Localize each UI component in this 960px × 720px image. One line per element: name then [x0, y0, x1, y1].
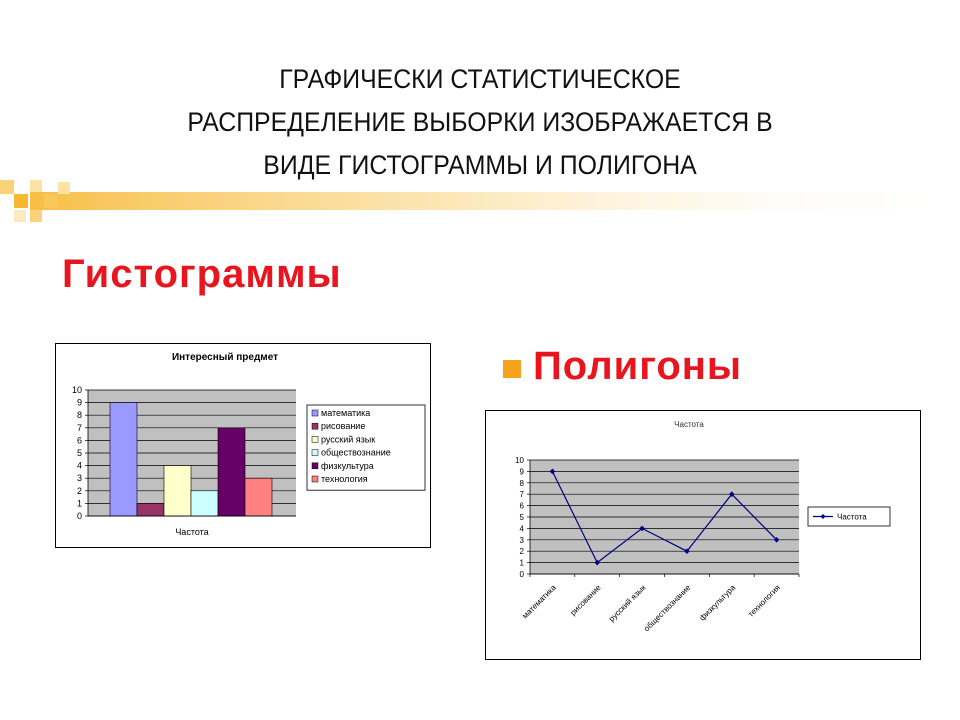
polygon-chart	[485, 410, 921, 660]
histogram-legend-swatch	[312, 450, 318, 456]
histogram-legend-label: технология	[321, 474, 368, 484]
histogram-legend-label: русский язык	[321, 434, 376, 445]
heading-polygons: Полигоны	[533, 344, 743, 388]
polygon-category-label: физкультура	[697, 583, 738, 623]
slide-title	[94, 58, 867, 187]
histogram-bar	[245, 478, 272, 516]
histogram-ytick-label: 10	[71, 385, 82, 395]
histogram-ytick-label: 6	[76, 435, 82, 446]
polygon-title: Частота	[674, 420, 704, 429]
polygon-ytick-label: 6	[519, 501, 524, 511]
polygon-category-label: русский язык	[607, 583, 648, 624]
histogram-legend-swatch	[312, 463, 318, 469]
histogram-ytick-label: 8	[76, 410, 82, 421]
histogram-ytick-label: 5	[76, 448, 82, 458]
polygon-ytick-label: 0	[519, 570, 524, 579]
histogram-legend-label: обществознание	[321, 447, 391, 458]
histogram-xlabel: Частота	[175, 527, 209, 537]
histogram-legend-label: математика	[321, 408, 371, 418]
histogram-legend-swatch	[312, 410, 318, 416]
square-bullet-icon	[503, 360, 521, 378]
histogram-legend-label: рисование	[321, 421, 366, 432]
polygon-ytick-label: 10	[515, 456, 524, 465]
decorative-band	[0, 180, 960, 230]
histogram-ytick-label: 7	[76, 422, 82, 433]
polygon-ytick-label: 1	[519, 558, 524, 568]
histogram-ytick-label: 0	[76, 511, 82, 521]
histogram-ytick-label: 2	[76, 485, 82, 496]
polygon-category-label: обществознание	[642, 583, 693, 634]
polygon-ytick-label: 5	[519, 513, 524, 522]
histogram-legend-swatch	[312, 476, 318, 482]
histogram-ytick-label: 3	[76, 473, 82, 484]
polygon-category-label: рисование	[568, 583, 603, 618]
polygon-ytick-label: 7	[519, 490, 524, 500]
histogram-legend-swatch	[312, 436, 318, 442]
polygon-legend-label: Частота	[837, 512, 867, 522]
polygon-ytick-label: 8	[519, 478, 524, 488]
histogram-chart	[55, 343, 431, 548]
title-line-1: ГРАФИЧЕСКИ СТАТИСТИЧЕСКОЕ	[279, 64, 681, 94]
histogram-ytick-label: 4	[76, 460, 82, 471]
histogram-bar	[191, 491, 218, 516]
histogram-bar	[137, 503, 164, 516]
polygon-ytick-label: 4	[519, 524, 524, 534]
polygon-category-label: математика	[520, 583, 558, 621]
polygon-ytick-label: 3	[519, 535, 524, 545]
polygon-ytick-label: 9	[519, 467, 524, 477]
heading-histograms: Гистограммы	[62, 252, 342, 296]
histogram-bar	[110, 403, 137, 516]
histogram-bar	[164, 466, 191, 516]
histogram-legend-swatch	[312, 423, 318, 429]
histogram-title: Интересный предмет	[171, 352, 279, 363]
histogram-legend-label: физкультура	[321, 460, 374, 471]
histogram-ytick-label: 1	[76, 498, 82, 509]
histogram-ytick-label: 9	[76, 397, 82, 408]
polygon-ytick-label: 2	[519, 547, 524, 557]
title-line-2: РАСПРЕДЕЛЕНИЕ ВЫБОРКИ ИЗОБРАЖАЕТСЯ В	[187, 107, 773, 137]
histogram-bar	[218, 428, 245, 516]
title-line-3: ВИДЕ ГИСТОГРАММЫ И ПОЛИГОНА	[263, 150, 697, 180]
polygon-category-label: технология	[746, 583, 782, 619]
